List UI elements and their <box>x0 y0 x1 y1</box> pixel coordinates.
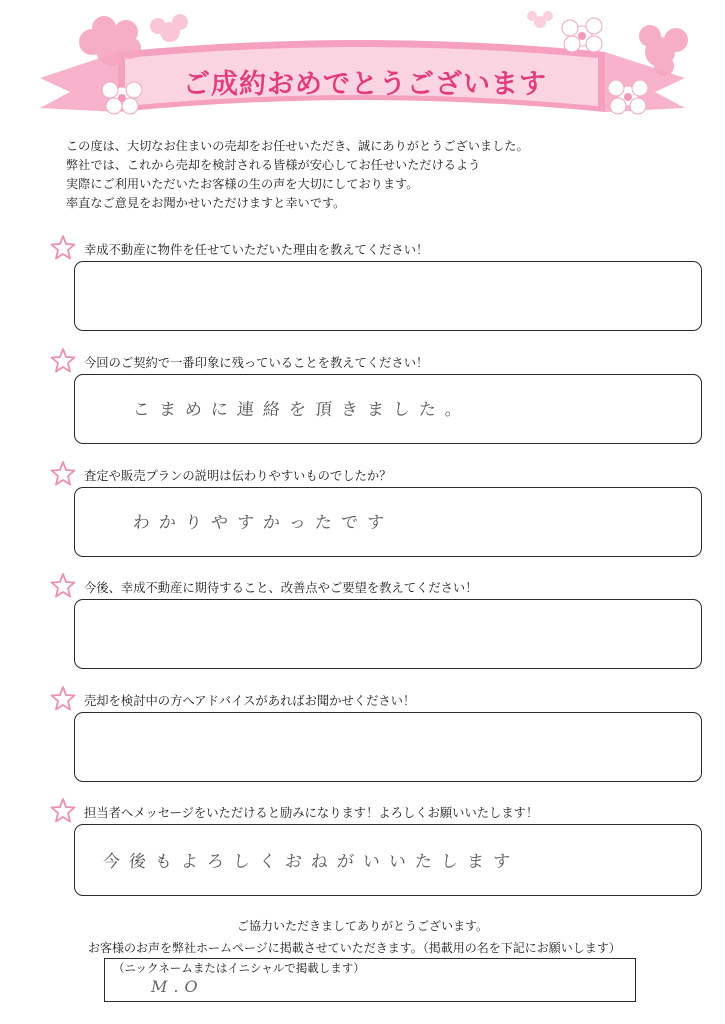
nickname-value: M.O <box>151 977 204 996</box>
answer-text: 今後もよろしくおねがいいたします <box>102 852 520 872</box>
publication-note: お客様のお声を弊社ホームページに掲載させていただきます。（掲載用の名を下記にお願いします） <box>88 941 621 955</box>
question-label: 今後、幸成不動産に期待すること、改善点やご要望を教えてください！ <box>84 581 478 595</box>
star-icon <box>50 797 76 823</box>
question-label: 査定や販売プランの説明は伝わりやすいものでしたか？ <box>84 469 392 483</box>
question-label: 今回のご契約で一番印象に残っていることを教えてください！ <box>84 356 429 370</box>
answer-box[interactable] <box>74 374 702 444</box>
answer-text: わかりやすかったです <box>132 513 394 533</box>
answer-box[interactable] <box>74 261 702 331</box>
question-label: 売却を検討中の方へアドバイスがあればお聞かせください！ <box>84 694 416 708</box>
star-icon <box>50 234 76 260</box>
answer-box[interactable] <box>74 824 702 896</box>
intro-text <box>66 137 666 213</box>
intro-line: この度は、大切なお住まいの売却をお任せいただき、誠にありがとうございました。 <box>66 139 529 153</box>
answer-text: こまめに連絡を頂きました。 <box>132 400 472 420</box>
intro-line: 率直なご意見をお聞かせいただけますと幸いです。 <box>66 196 346 210</box>
star-icon <box>50 460 76 486</box>
intro-line: 弊社では、これから売却を検討される皆様が安心してお任せいただけるよう <box>66 158 481 172</box>
answer-box[interactable] <box>74 712 702 782</box>
question-label: 幸成不動産に物件を任せていただいた理由を教えてください！ <box>84 243 429 257</box>
banner-title: ご成約おめでとうございます <box>183 69 547 100</box>
question-label: 担当者へメッセージをいただけると励みになります！よろしくお願いいたします！ <box>84 806 539 820</box>
nickname-box[interactable] <box>104 958 636 1002</box>
thanks-text: ご協力いただきましてありがとうございます。 <box>236 919 489 933</box>
star-icon <box>50 572 76 598</box>
answer-box[interactable] <box>74 487 702 557</box>
star-icon <box>50 347 76 373</box>
intro-line: 実際にご利用いただいたお客様の生の声を大切にしております。 <box>66 177 419 191</box>
answer-box[interactable] <box>74 599 702 669</box>
star-icon <box>50 685 76 711</box>
header-banner <box>0 0 725 130</box>
nickname-label: （ニックネームまたはイニシャルで掲載します） <box>113 961 365 975</box>
